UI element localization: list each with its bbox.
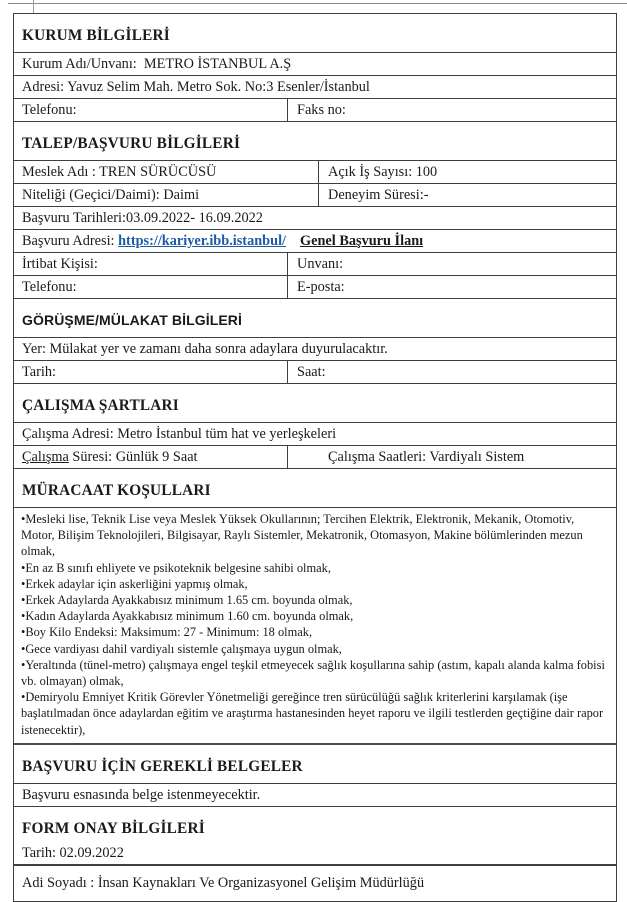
field-mulakat-saat: Saat:: [297, 364, 326, 380]
list-item: • Erkek adaylar için askerliğini yapmış olmak,: [21, 576, 610, 592]
row-calisma-suresi-saatleri: [14, 446, 616, 469]
scan-top-stub: [33, 0, 34, 13]
section-title-form-onay: FORM ONAY BİLGİLERİ: [22, 819, 205, 837]
row-telefon-eposta: [14, 276, 616, 299]
list-item: • En az B sınıfı ehliyete ve psikoteknik belgesine sahibi olmak,: [21, 560, 610, 576]
field-calisma-adresi: Çalışma Adresi: Metro İstanbul tüm hat ve yerleşkeleri: [14, 423, 616, 446]
list-item: • Gece vardiyası dahil vardiyalı sistemle çalışmaya uygun olmak,: [21, 641, 610, 657]
field-belge-notu: Başvuru esnasında belge istenmeyecektir.: [14, 784, 616, 807]
field-telefonu: Telefonu:: [14, 99, 288, 121]
basvuru-adresi-label: Başvuru Adresi:: [22, 233, 119, 249]
section-title-gorusme-mulakat: GÖRÜŞME/MÜLAKAT BİLGİLERİ: [14, 299, 616, 338]
field-ad-soyad: Adi Soyadı : İnsan Kaynakları Ve Organizasyonel Gelişim Müdürlüğü: [22, 874, 425, 891]
row-tarih-saat: [14, 361, 616, 384]
row-niteligi-deneyim: [14, 184, 616, 207]
field-irtibat-kisisi: İrtibat Kişisi:: [14, 253, 288, 275]
genel-basvuru-ilani-link[interactable]: Genel Başvuru İlanı: [300, 233, 424, 249]
field-calisma-suresi: [14, 446, 288, 468]
field-calisma-saatleri: Çalışma Saatleri: Vardiyalı Sistem: [328, 449, 525, 465]
section-title-kurum-bilgileri: KURUM BİLGİLERİ: [14, 14, 616, 53]
list-item: • Yeraltında (tünel-metro) çalışmaya engel teşkil etmeyecek sağlık koşullarına sahip (astım, kapalı alanda kalma fobisi vb. olmayan) olmak,: [21, 657, 610, 689]
scan-top-line: [8, 3, 627, 4]
job-posting-form: [13, 13, 617, 902]
field-talep-telefonu: Telefonu:: [14, 276, 288, 298]
field-mulakat-tarih: Tarih:: [14, 361, 288, 383]
field-niteligi: Niteliği (Geçici/Daimi): Daimi: [14, 184, 319, 206]
row-irtibat-unvan: [14, 253, 616, 276]
list-item: • Kadın Adaylarda Ayakkabısız minimum 1.60 cm. boyunda olmak,: [21, 608, 610, 624]
field-kurum-adi: Kurum Adı/Unvanı: METRO İSTANBUL A.Ş: [14, 53, 616, 76]
field-eposta: E-posta:: [297, 279, 345, 295]
row-meslek-acikis: [14, 161, 616, 184]
field-onay-tarih: Tarih: 02.09.2022: [14, 842, 616, 866]
section-title-gerekli-belgeler: BAŞVURU İÇİN GEREKLİ BELGELER: [14, 745, 616, 784]
list-item: • Boy Kilo Endeksi: Maksimum: 27 - Minimum: 18 olmak,: [21, 624, 610, 640]
field-meslek-adi: Meslek Adı : TREN SÜRÜCÜSÜ: [14, 161, 319, 183]
section-title-talep-basvuru: TALEP/BAŞVURU BİLGİLERİ: [14, 122, 616, 161]
muracaat-kosullari-list: [14, 508, 616, 745]
field-basvuru-tarihleri: Başvuru Tarihleri:03.09.2022- 16.09.2022: [14, 207, 616, 230]
list-item: • Mesleki lise, Teknik Lise veya Meslek Yüksek Okullarının; Tercihen Elektrik, Elektronik, Mekanik, Otomotiv, Motor, Bilişim Teknolojileri, Bilgisayar, Raylı Sistemler, Mekatronik, Otomasyon, Makine bölümlerinden mezun olmak,: [21, 511, 610, 560]
row-basvuru-adresi: [14, 230, 616, 253]
field-kurum-adresi: Adresi: Yavuz Selim Mah. Metro Sok. No:3 Esenler/İstanbul: [14, 76, 616, 99]
row-telefon-faks: [14, 99, 616, 122]
field-unvani: Unvanı:: [297, 256, 344, 272]
list-item: • Erkek Adaylarda Ayakkabısız minimum 1.65 cm. boyunda olmak,: [21, 592, 610, 608]
field-faks-no: Faks no:: [297, 102, 346, 118]
basvuru-adresi-link[interactable]: https://kariyer.ibb.istanbul/: [118, 233, 287, 249]
field-mulakat-yer: Yer: Mülakat yer ve zamanı daha sonra adaylara duyurulacaktır.: [14, 338, 616, 361]
field-acik-is-sayisi: Açık İş Sayısı: 100: [328, 164, 438, 180]
calisma-underlined-word: Çalışma: [22, 449, 69, 465]
section-title-muracaat-kosullari: MÜRACAAT KOŞULLARI: [14, 469, 616, 508]
calisma-suresi-rest: Süresi: Günlük 9 Saat: [68, 449, 198, 465]
section-title-calisma-sartlari: ÇALIŞMA ŞARTLARI: [14, 384, 616, 423]
list-item: • Demiryolu Emniyet Kritik Görevler Yönetmeliği gereğince tren sürücülüğü sağlık kriterlerini karşılamak (işe başlatılmadan önce adaylardan eğitim ve araştırma hastanesinden heyet raporu ve ilgili testlerden geçtiğine dair rapor istenecektir),: [21, 689, 610, 738]
field-deneyim-suresi: Deneyim Süresi:-: [328, 187, 429, 203]
